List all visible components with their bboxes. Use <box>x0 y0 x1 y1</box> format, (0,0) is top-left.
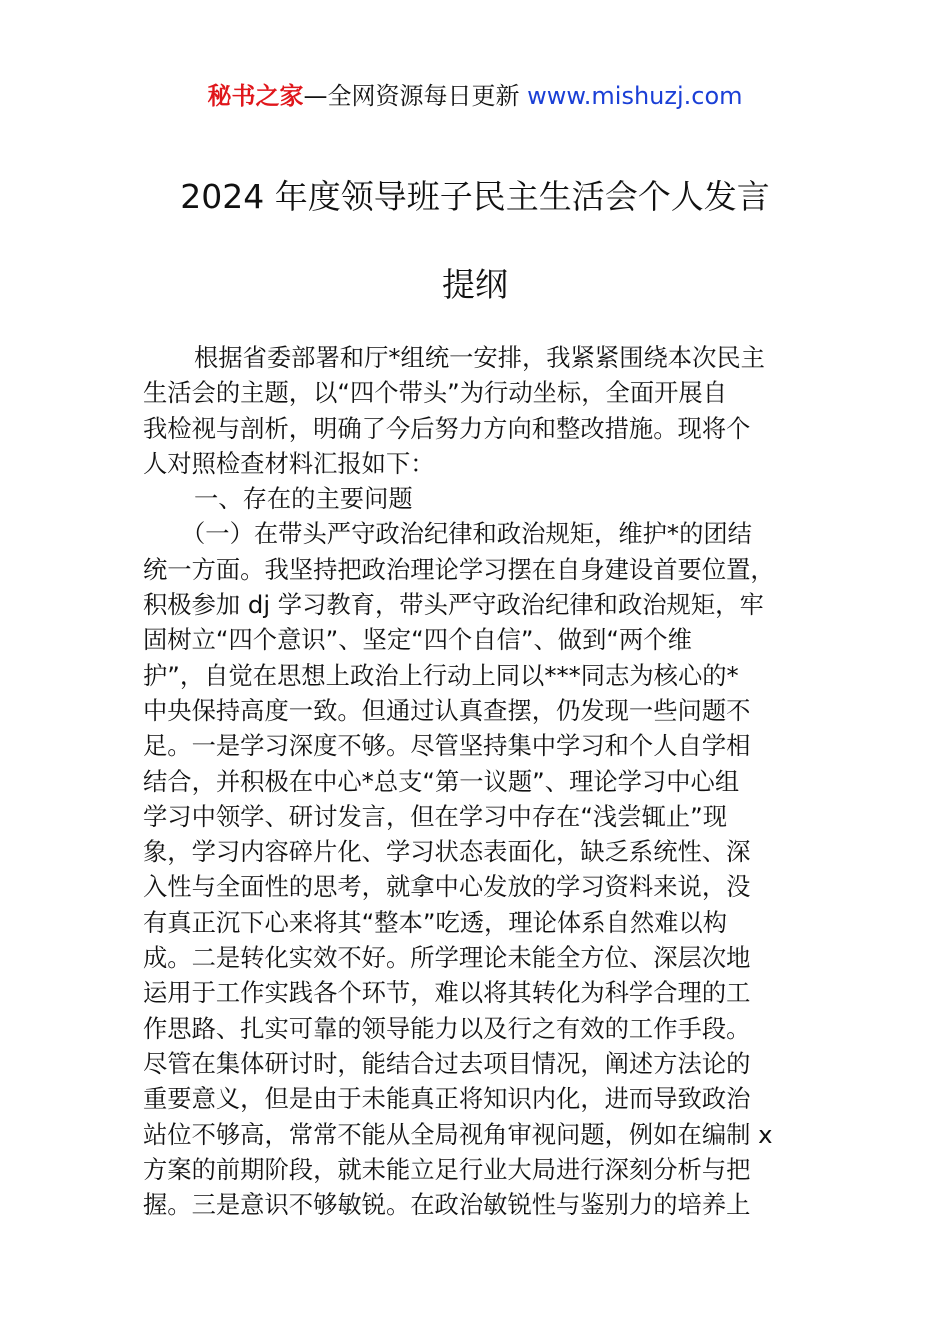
body-line: 生活会的主题，以“四个带头”为行动坐标，全面开展自 <box>143 378 728 408</box>
title-line-2: 提纲 <box>442 265 508 304</box>
site-url-link[interactable]: www.mishuzj.com <box>527 82 743 110</box>
body-line: 成。二是转化实效不好。所学理论未能全方位、深层次地 <box>143 943 751 973</box>
body-line: 足。一是学习深度不够。尽管坚持集中学习和个人自学相 <box>143 731 751 761</box>
body-line: 中央保持高度一致。但通过认真查摆，仍发现一些问题不 <box>143 695 751 725</box>
document-body <box>143 340 807 1222</box>
title-line-1: 2024 年度领导班子民主生活会个人发言 <box>180 177 770 216</box>
body-line: 作思路、扎实可靠的领导能力以及行之有效的工作手段。 <box>143 1013 751 1043</box>
document-title <box>0 153 950 329</box>
body-line: 尽管在集体研讨时，能结合过去项目情况，阐述方法论的 <box>143 1048 751 1078</box>
body-line: 站位不够高，常常不能从全局视角审视问题，例如在编制 x <box>143 1119 773 1149</box>
body-line: 结合，并积极在中心*总支“第一议题”、理论学习中心组 <box>143 766 740 796</box>
body-line: 护”，自觉在思想上政治上行动上同以***同志为核心的* <box>143 660 739 690</box>
body-line: 象，学习内容碎片化、学习状态表面化，缺乏系统性、深 <box>143 837 751 867</box>
body-line: 我检视与剖析，明确了今后努力方向和整改措施。现将个 <box>143 413 751 443</box>
body-line: 根据省委部署和厅*组统一安排，我紧紧围绕本次民主 <box>194 343 765 372</box>
body-line: 有真正沉下心来将其“整本”吃透，理论体系自然难以构 <box>143 907 728 937</box>
body-line: 重要意义，但是由于未能真正将知识内化，进而导致政治 <box>143 1084 751 1114</box>
site-header <box>0 80 950 112</box>
body-line: 人对照检查材料汇报如下： <box>143 448 435 478</box>
body-line: 运用于工作实践各个环节，难以将其转化为科学合理的工 <box>143 978 751 1008</box>
body-line: 方案的前期阶段，就未能立足行业大局进行深刻分析与把 <box>143 1154 751 1184</box>
body-line: 学习中领学、研讨发言，但在学习中存在“浅尝辄止”现 <box>143 801 728 831</box>
body-line: （一）在带头严守政治纪律和政治规矩，维护*的团结 <box>181 519 752 549</box>
brand-name: 秘书之家 <box>207 82 304 110</box>
body-line: 固树立“四个意识”、坚定“四个自信”、做到“两个维 <box>143 625 692 655</box>
body-line: 统一方面。我坚持把政治理论学习摆在自身建设首要位置， <box>143 554 775 584</box>
section-heading: 一、存在的主要问题 <box>194 484 413 514</box>
body-line: 握。三是意识不够敏锐。在政治敏锐性与鉴别力的培养上 <box>143 1190 751 1220</box>
body-line: 积极参加 dj 学习教育，带头严守政治纪律和政治规矩，牢 <box>143 590 764 620</box>
body-line: 入性与全面性的思考，就拿中心发放的学习资料来说，没 <box>143 872 751 902</box>
header-tagline: —全网资源每日更新 <box>303 82 520 110</box>
